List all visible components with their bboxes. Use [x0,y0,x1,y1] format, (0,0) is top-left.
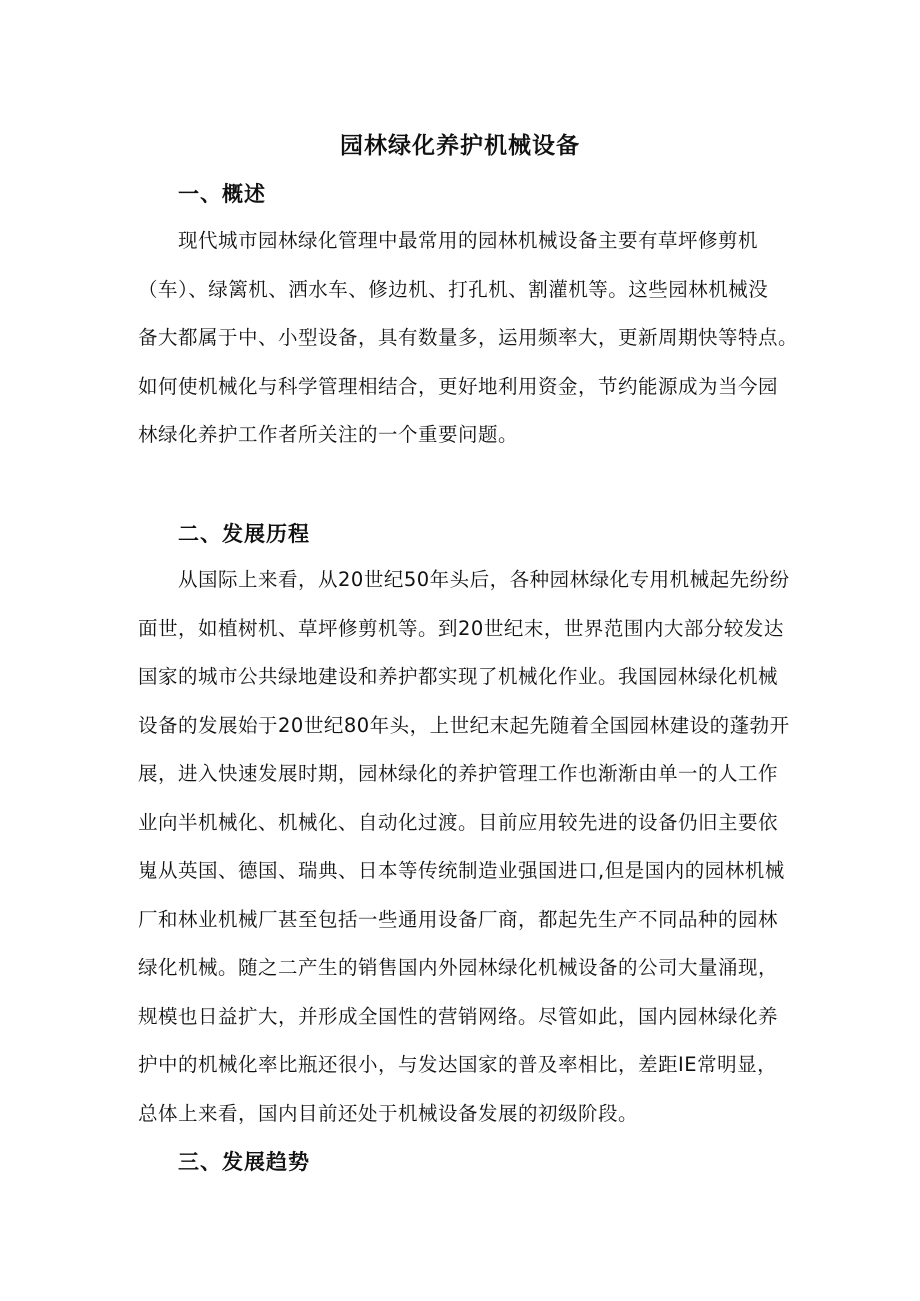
section-heading-history: 二、发展历程 [178,522,310,546]
paragraph-line: 国家的城市公共绿地建设和养护都实现了机械化作业。我国园林绿化机械 [138,665,779,688]
paragraph-line: 业向半机械化、机械化、自动化过渡。目前应用较先进的设备仍旧主要依 [138,810,779,834]
section-heading-trends: 三、发展趋势 [178,1150,310,1174]
paragraph-line: 嵬从英国、德国、瑞典、日本等传统制造业强国进口,但是国内的园林机械 [138,859,785,882]
paragraph-line: 护中的机械化率比瓶还很小，与发达国家的普及率相比，差距IE常明显， [138,1053,778,1076]
paragraph-line: 面世，如植树机、草坪修剪机等。到20世纪末，世界范围内大部分较发达 [138,616,784,640]
paragraph-line: 设备的发展始于20世纪80年头，上世纪末起先随着全国园林建设的蓬勃开 [138,713,790,737]
paragraph-line: 绿化机械。随之二产生的销售国内外园林绿化机械设备的公司大量涌现， [138,956,779,979]
paragraph-line: 展，进入快速发展时期，园林绿化的养护管理工作也渐渐由单一的人工作 [138,762,779,785]
paragraph-line: （车）、绿篱机、洒水车、修边机、打孔机、割灌机等。这些园林机械没 [138,277,769,301]
paragraph-line: 从国际上来看，从20世纪50年头后，各种园林绿化专用机械起先纷纷 [178,568,790,591]
paragraph-history [138,556,798,1138]
paragraph-line: 规模也日益扩大，并形成全国性的营销网络。尽管如此，国内园林绿化养 [138,1004,779,1028]
paragraph-line: 如何使机械化与科学管理相结合，更好地利用资金，节约能源成为当今园 [138,374,779,398]
paragraph-line: 现代城市园林绿化管理中最常用的园林机械设备主要有草坪修剪机 [178,229,759,252]
document-title: 园林绿化养护机械设备 [340,133,580,159]
section-heading-overview: 一、概述 [178,182,266,206]
paragraph-line: 林绿化养护工作者所关注的一个重要问题。 [138,423,519,446]
paragraph-line: 厂和林业机械厂甚至包括一些通用设备厂商，都起先生产不同品种的园林 [138,907,779,931]
paragraph-line: 总体上来看，国内目前还处于机械设备发展的初级阶段。 [138,1101,639,1125]
paragraph-line: 备大都属于中、小型设备，具有数量多，运用频率大，更新周期快等特点。 [138,326,799,349]
paragraph-overview [138,217,798,460]
